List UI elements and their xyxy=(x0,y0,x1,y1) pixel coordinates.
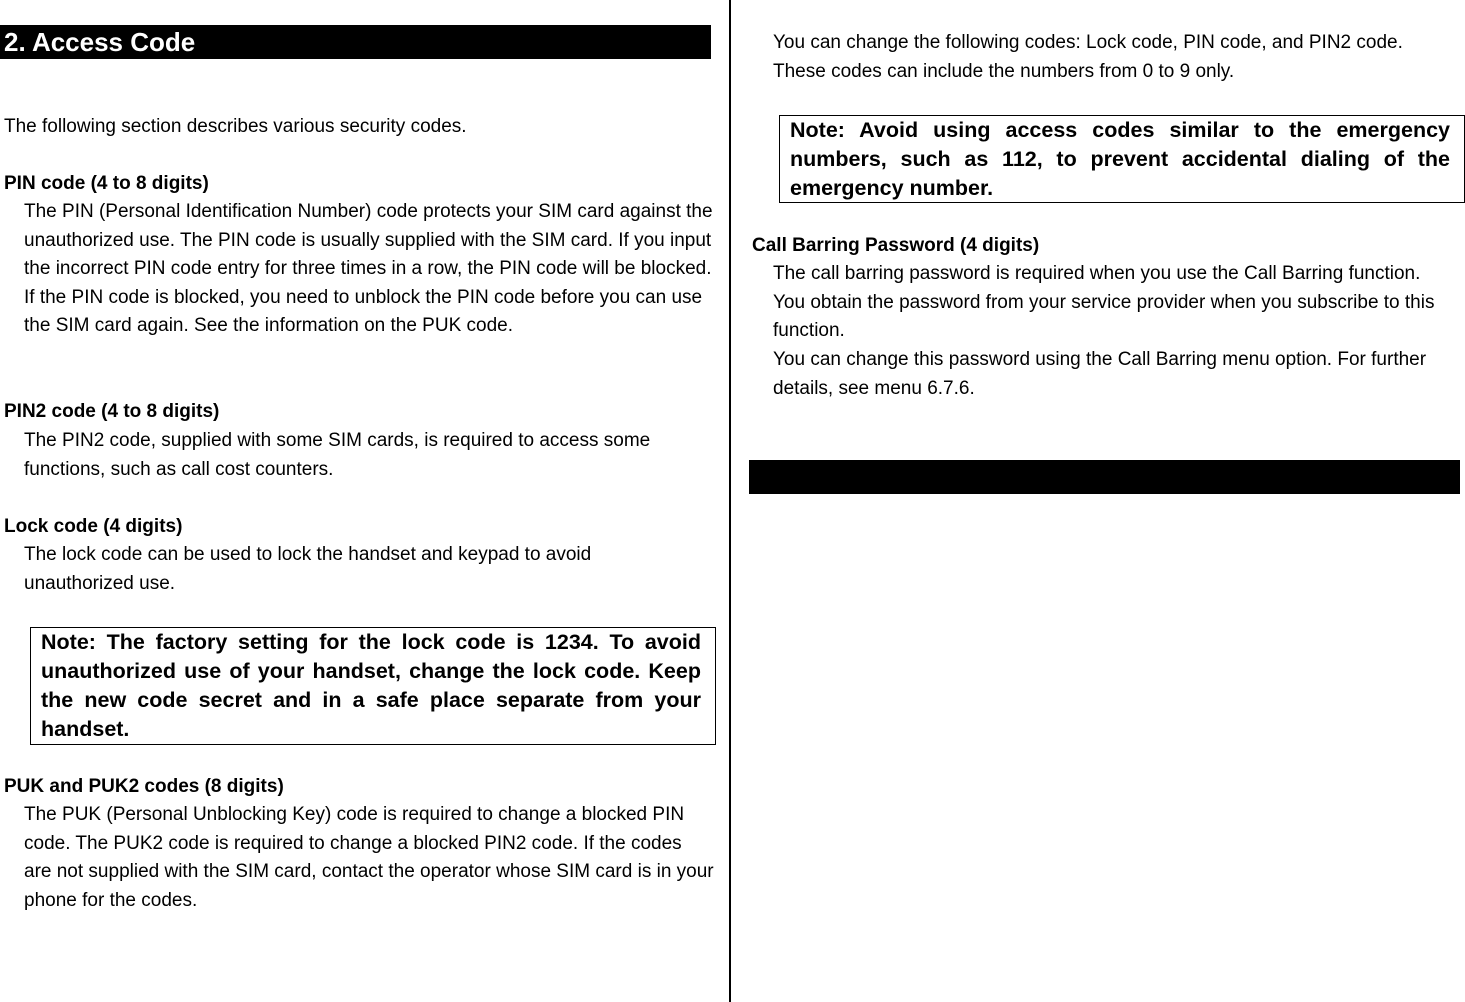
intro-text: The following section describes various security codes. xyxy=(4,116,467,137)
emergency-note: Note: Avoid using access codes similar to the emergency numbers, such as 112, to prevent accidental dialing of the emergency number. xyxy=(779,115,1465,203)
pin-heading: PIN code (4 to 8 digits) xyxy=(4,173,209,194)
lock-note: Note: The factory setting for the lock code is 1234. To avoid unauthorized use of your handset, change the lock code. Keep the new code secret and in a safe place separate from your handset. xyxy=(30,627,716,745)
barring-heading: Call Barring Password (4 digits) xyxy=(752,235,1040,256)
section-title: 2. Access Code xyxy=(0,25,711,59)
change-codes-text: You can change the following codes: Lock code, PIN code, and PIN2 code. These codes can include the numbers from 0 to 9 only. xyxy=(773,32,1403,82)
page-divider xyxy=(729,0,731,1002)
section-bar-empty xyxy=(749,460,1460,494)
puk-body: The PUK (Personal Unblocking Key) code is required to change a blocked PIN code. The PUK2 code is required to change a blocked PIN2 code. If the codes are not supplied with the SIM card, contact the operator whose SIM card is in your phone for the codes. xyxy=(24,804,714,911)
pin2-heading: PIN2 code (4 to 8 digits) xyxy=(4,401,220,422)
pin2-body: The PIN2 code, supplied with some SIM cards, is required to access some functions, such as call cost counters. xyxy=(24,430,651,480)
lock-heading: Lock code (4 digits) xyxy=(4,516,183,537)
barring-change-text: You can change this password using the Call Barring menu option. For further details, see menu 6.7.6. xyxy=(773,349,1427,399)
puk-heading: PUK and PUK2 codes (8 digits) xyxy=(4,776,284,797)
pin-body: The PIN (Personal Identification Number) code protects your SIM card against the unauthorized use. The PIN code is usually supplied with the SIM card. If you input the incorrect PIN code entry for three times in a row, the PIN code will be blocked. If the PIN code is blocked, you need to unblock the PIN code before you can use the SIM card again. See the information on the PUK code. xyxy=(24,201,713,337)
lock-body: The lock code can be used to lock the handset and keypad to avoid unauthorized use. xyxy=(24,544,592,594)
barring-body: The call barring password is required when you use the Call Barring function. You obtain the password from your service provider when you subscribe to this function. xyxy=(773,263,1435,342)
